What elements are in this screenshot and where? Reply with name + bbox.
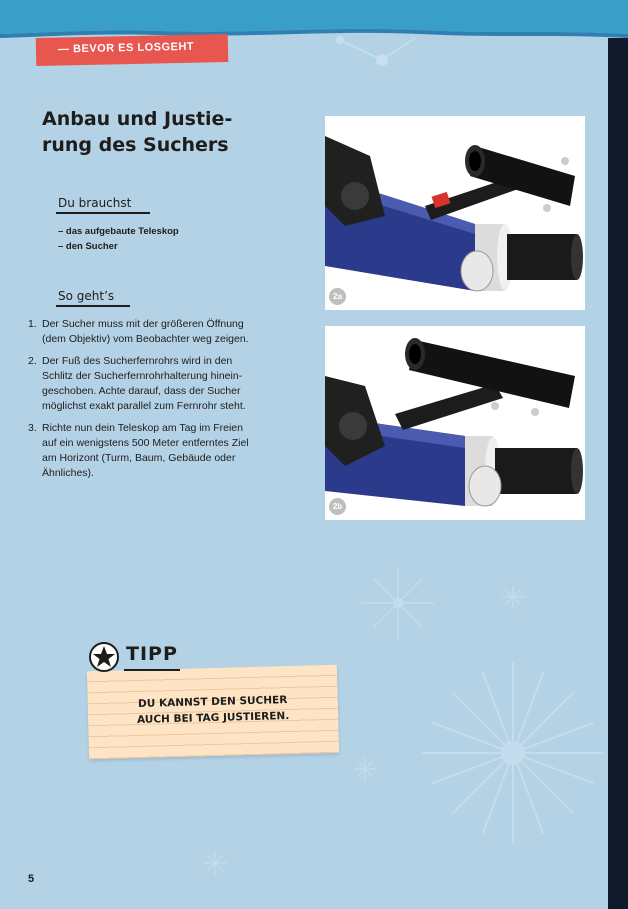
- needs-heading: Du brauchst: [58, 196, 132, 210]
- steps-heading-underline: [56, 305, 130, 307]
- tip-card: [87, 665, 339, 760]
- step-text-line: (dem Objektiv) vom Beobachter weg zeigen.: [42, 333, 249, 345]
- needs-list: [58, 224, 179, 254]
- telescope-illustration: [325, 326, 585, 520]
- step-number: 3.: [28, 422, 37, 434]
- step-item: [28, 317, 306, 347]
- star-badge-icon: [88, 641, 120, 673]
- section-tag-label: — BEVOR ES LOSGEHT: [57, 40, 195, 56]
- sparkle-star-large: [418, 658, 608, 848]
- section-tag: [36, 34, 229, 66]
- needs-heading-underline: [56, 212, 150, 214]
- needs-item: – den Sucher: [58, 241, 118, 252]
- step-text-line: auf ein wenigstens 500 Meter entferntes Ziel: [42, 437, 249, 449]
- step-text-line: Ähnliches).: [42, 467, 94, 479]
- tip-heading-label: TIPP: [126, 643, 178, 665]
- step-text-line: am Horizont (Turm, Baum, Gebäude oder: [42, 452, 236, 464]
- steps-heading: So geht’s: [58, 289, 115, 303]
- page-title: [42, 106, 292, 158]
- sparkle-star-small: [500, 584, 526, 610]
- constellation-decoration: [320, 30, 430, 80]
- page-title-line: Anbau und Justie-: [42, 108, 233, 130]
- step-text-line: Der Fuß des Sucherfernrohrs wird in den: [42, 355, 233, 367]
- sparkle-star-medium: [360, 565, 436, 641]
- step-text: [42, 317, 306, 347]
- sparkle-star-small: [352, 756, 378, 782]
- step-text-line: möglichst exakt parallel zum Fernrohr steht.: [42, 400, 246, 412]
- photo-label-badge: 2a: [329, 288, 346, 305]
- step-text-line: Schlitz der Sucherfernrohrhalterung hinein-: [42, 370, 243, 382]
- right-edge-strip: [608, 38, 628, 909]
- telescope-illustration: [325, 116, 585, 310]
- photo-label-badge: 2b: [329, 498, 346, 515]
- needs-item: – das aufgebaute Teleskop: [58, 226, 179, 237]
- step-text-line: Der Sucher muss mit der größeren Öffnung: [42, 318, 244, 330]
- sparkle-star-small: [202, 850, 228, 876]
- step-text: [42, 421, 306, 481]
- step-text-line: Richte nun dein Teleskop am Tag im Freien: [42, 422, 243, 434]
- steps-list: [28, 317, 306, 488]
- step-item: [28, 354, 306, 414]
- telescope-photo-2a: [325, 116, 585, 310]
- page-number: 5: [28, 873, 35, 885]
- tip-text-line: AUCH BEI TAG JUSTIEREN.: [136, 710, 290, 726]
- step-text-line: geschoben. Achte darauf, dass der Sucher: [42, 385, 241, 397]
- telescope-photo-2b: [325, 326, 585, 520]
- tip-heading-underline: [124, 669, 180, 671]
- page-title-line: rung des Suchers: [42, 134, 229, 156]
- tip-text-line: DU KANNST DEN SUCHER: [137, 694, 288, 710]
- step-item: [28, 421, 306, 481]
- step-number: 1.: [28, 318, 37, 330]
- top-wave-band: [0, 0, 628, 42]
- step-text: [42, 354, 306, 414]
- step-number: 2.: [28, 355, 37, 367]
